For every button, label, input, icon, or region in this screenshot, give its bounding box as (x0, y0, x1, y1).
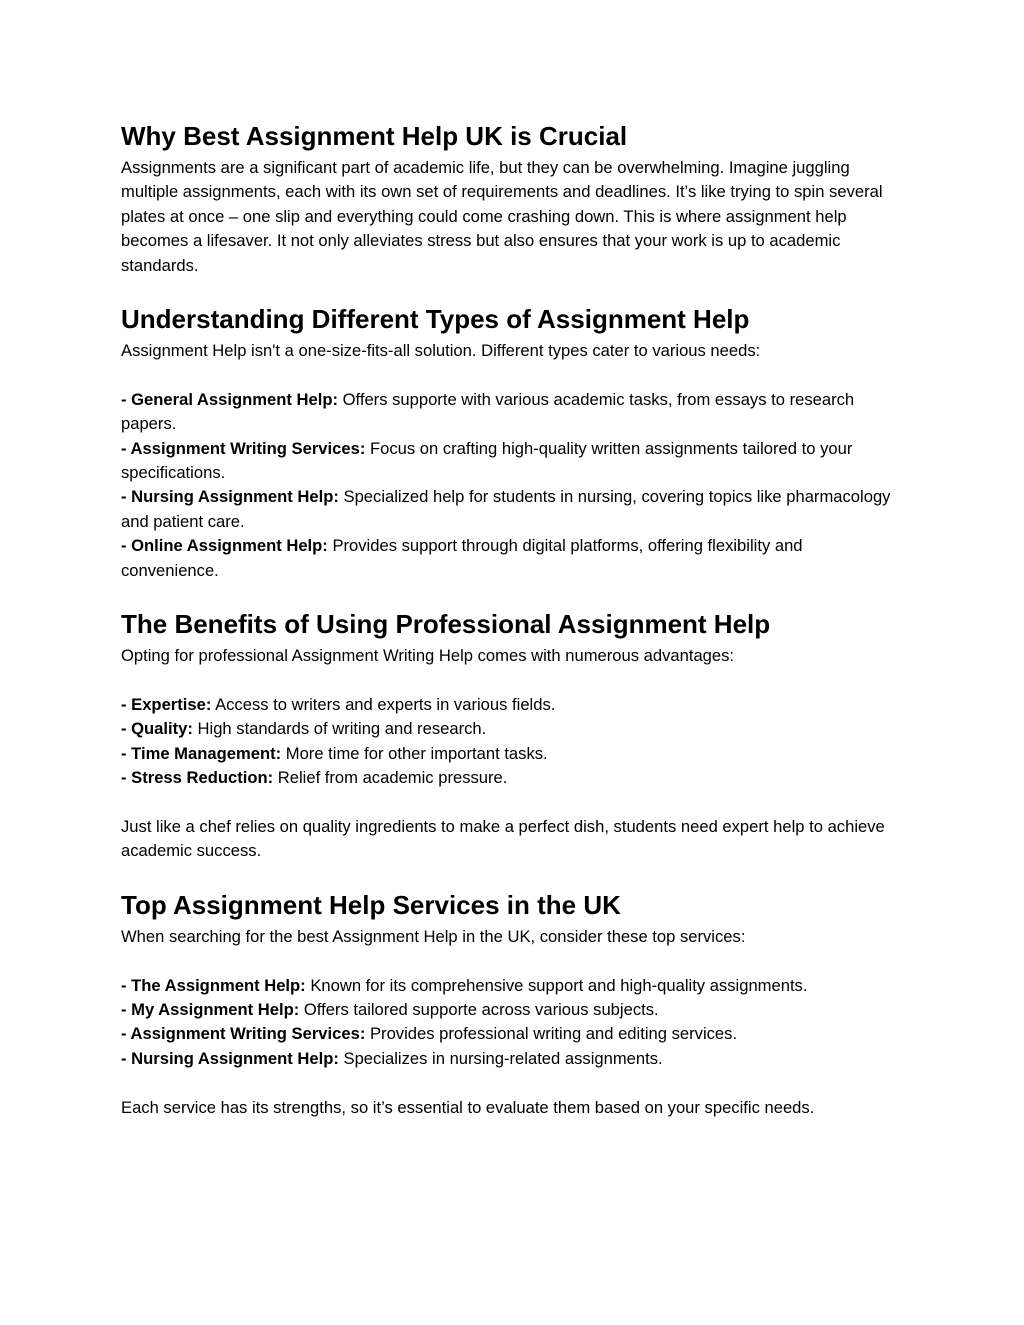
list-item-text: Offers tailored supporte across various subjects. (299, 999, 659, 1019)
list-item (121, 717, 904, 741)
list-item-label: - The Assignment Help: (121, 975, 306, 995)
list-item-label: - Online Assignment Help: (121, 536, 328, 556)
list-item-label: - Stress Reduction: (121, 768, 274, 788)
section-closing-paragraph: Just like a chef relies on quality ingredients to make a perfect dish, students need expert help to achieve academic success. (121, 816, 885, 861)
section-title: Why Best Assignment Help UK is Crucial (121, 121, 628, 151)
list-item-label: - Assignment Writing Services: (121, 1024, 366, 1044)
list-item-text: Relief from academic pressure. (273, 768, 508, 788)
list-item (121, 742, 904, 766)
list-item (121, 1047, 904, 1071)
list-item-text: Offers supporte with various academic tasks, from essays to research papers. (121, 389, 855, 434)
list-item-label: - My Assignment Help: (121, 999, 300, 1019)
list-item-label: - Time Management: (121, 743, 282, 763)
section-why-crucial (121, 116, 904, 278)
list-item-text: Specializes in nursing-related assignments. (338, 1048, 663, 1068)
section-title: The Benefits of Using Professional Assignment Help (121, 609, 771, 640)
list-item-label: - Assignment Writing Services: (121, 438, 366, 458)
list-item (121, 693, 904, 717)
list-item-label: - Quality: (121, 719, 193, 739)
list-item (121, 485, 904, 534)
section-paragraph: When searching for the best Assignment Help in the UK, consider these top services: (121, 926, 746, 946)
list-item-label: - Expertise: (121, 694, 212, 714)
section-paragraph: Assignment Help isn't a one-size-fits-all solution. Different types cater to various needs: (121, 341, 761, 361)
list-item (121, 1022, 904, 1046)
section-paragraph: Assignments are a significant part of academic life, but they can be overwhelming. Imagine juggling multiple assignments, each with its own set of requirements and deadlines. It’s like trying to spin several plates at once – one slip and everything could come crashing down. This is where assignment help becomes a lifesaver. It not only alleviates stress but also ensures that your work is up to academic standards. (121, 158, 883, 275)
section-types (121, 299, 904, 583)
list-item-label: - Nursing Assignment Help: (121, 1048, 339, 1068)
list-item (121, 974, 904, 998)
list-item-text: Focus on crafting high-quality written assignments tailored to your specifications. (121, 438, 853, 483)
list-item-label: - General Assignment Help: (121, 389, 338, 409)
section-benefits (121, 604, 904, 864)
list-item-text: Specialized help for students in nursing, covering topics like pharmacology and patient care. (121, 487, 891, 531)
list-item-label: - Nursing Assignment Help: (121, 487, 339, 507)
list-item-text: More time for other important tasks. (281, 743, 548, 763)
list-item-text: Known for its comprehensive support and high-quality assignments. (305, 975, 808, 995)
list-item (121, 534, 904, 583)
list-item (121, 766, 904, 790)
list-item-text: High standards of writing and research. (192, 719, 487, 739)
list-item (121, 388, 904, 437)
section-title: Understanding Different Types of Assignment Help (121, 304, 750, 335)
list-item-text: Provides professional writing and editing services. (365, 1024, 738, 1044)
section-paragraph: Opting for professional Assignment Writing Help comes with numerous advantages: (121, 646, 735, 666)
section-top-services (121, 885, 904, 1120)
list-item (121, 998, 904, 1022)
list-item (121, 437, 904, 486)
list-item-text: Access to writers and experts in various fields. (211, 694, 556, 714)
list-item-text: Provides support through digital platforms, offering flexibility and convenience. (121, 536, 803, 580)
section-closing-paragraph: Each service has its strengths, so it’s essential to evaluate them based on your specific needs. (121, 1097, 815, 1117)
section-title: Top Assignment Help Services in the UK (121, 889, 621, 920)
